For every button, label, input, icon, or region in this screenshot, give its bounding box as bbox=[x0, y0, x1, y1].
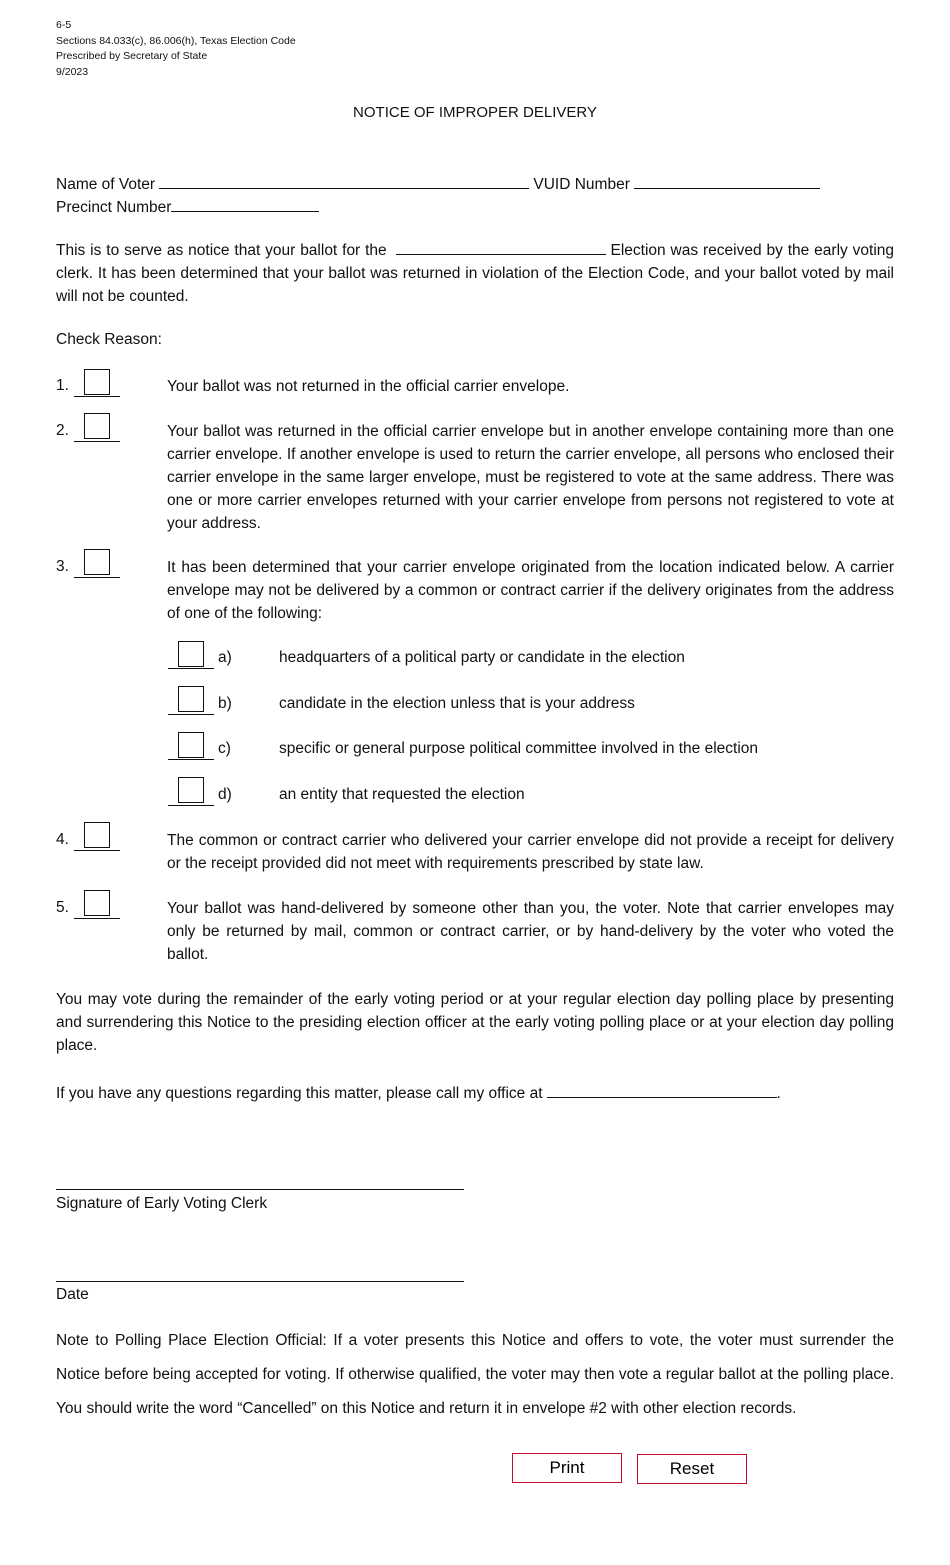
questions-row bbox=[56, 1081, 781, 1103]
reason-4-number: 4. bbox=[56, 831, 69, 848]
reason-3-text: It has been determined that your carrier envelope originated from the location indicated below. A carrier envelope may not be delivered by a common or contract carrier if the delivery originates from the address of one of the following: bbox=[167, 559, 894, 622]
sub-c-text: specific or general purpose political committee involved in the election bbox=[279, 740, 759, 757]
reason-4-checkbox-line bbox=[74, 850, 120, 851]
reason-1-checkbox[interactable] bbox=[84, 369, 110, 395]
reason-2-checkbox[interactable] bbox=[84, 413, 110, 439]
date-label: Date bbox=[56, 1286, 89, 1303]
sub-b-checkbox[interactable] bbox=[178, 686, 204, 712]
form-header bbox=[56, 18, 296, 80]
sub-d-letter: d) bbox=[218, 786, 232, 803]
reason-2-text: Your ballot was returned in the official carrier envelope but in another envelope containing more than one carrier envelope. If another envelope is used to return the carrier envelope, all persons who enclosed their carrier envelope in the same larger envelope, must be registered to vote at the same address. There was one or more carrier envelopes returned with your carrier envelope from persons not registered to vote at your address. bbox=[167, 423, 894, 532]
reason-5-text: Your ballot was hand-delivered by someone other than you, the voter. Note that carrier envelopes may only be returned by mail, common or contract carrier, or by hand-delivery by the voter who voted the ballot. bbox=[167, 900, 894, 963]
intro-paragraph bbox=[56, 238, 894, 308]
note-paragraph: Note to Polling Place Election Official: If a voter presents this Notice and offers to vote, the voter must surrender the Notice before being accepted for voting. If otherwise qualified, the voter may then vote a regular ballot at the polling place. You should write the word “Cancelled” on this Notice and return it in envelope #2 with other election records. bbox=[56, 1332, 894, 1417]
precinct-field[interactable] bbox=[171, 195, 319, 212]
questions-period: . bbox=[776, 1085, 781, 1102]
sub-c-letter: c) bbox=[218, 740, 231, 757]
sub-b-checkbox-line bbox=[168, 714, 214, 715]
sub-a-checkbox-line bbox=[168, 668, 214, 669]
check-reason-label: Check Reason: bbox=[56, 331, 162, 348]
reason-3-checkbox-line bbox=[74, 577, 120, 578]
sub-c-checkbox-line bbox=[168, 759, 214, 760]
name-of-voter-label: Name of Voter bbox=[56, 176, 156, 193]
sub-d-checkbox[interactable] bbox=[178, 777, 204, 803]
office-phone-field[interactable] bbox=[547, 1081, 777, 1098]
sub-c-checkbox[interactable] bbox=[178, 732, 204, 758]
sub-a-letter: a) bbox=[218, 649, 232, 666]
reason-5-checkbox-line bbox=[74, 918, 120, 919]
signature-label: Signature of Early Voting Clerk bbox=[56, 1195, 268, 1212]
reason-5-number: 5. bbox=[56, 899, 69, 916]
sub-a-checkbox[interactable] bbox=[178, 641, 204, 667]
intro-text-2: Election was received by the early voting clerk. It has been determined that your ballot was returned in violation of the Election Code, and your ballot voted by mail will not be counted. bbox=[56, 242, 895, 305]
page-title: NOTICE OF IMPROPER DELIVERY bbox=[353, 104, 597, 121]
intro-text-1: This is to serve as notice that your ballot for the bbox=[56, 242, 387, 259]
reason-1-text: Your ballot was not returned in the official carrier envelope. bbox=[167, 378, 570, 395]
precinct-row bbox=[56, 195, 319, 217]
questions-text: If you have any questions regarding this matter, please call my office at bbox=[56, 1085, 543, 1102]
reason-2-number: 2. bbox=[56, 422, 69, 439]
reason-4-checkbox[interactable] bbox=[84, 822, 110, 848]
form-date: 9/2023 bbox=[56, 65, 89, 78]
vuid-label: VUID Number bbox=[533, 176, 630, 193]
date-line[interactable] bbox=[56, 1281, 464, 1282]
name-of-voter-field[interactable] bbox=[159, 172, 529, 189]
reason-3-checkbox[interactable] bbox=[84, 549, 110, 575]
form-sections: Sections 84.033(c), 86.006(h), Texas Election Code bbox=[56, 34, 296, 47]
sub-a-text: headquarters of a political party or candidate in the election bbox=[279, 649, 685, 666]
reason-3-number: 3. bbox=[56, 558, 69, 575]
signature-line[interactable] bbox=[56, 1189, 464, 1190]
form-number: 6-5 bbox=[56, 19, 72, 31]
reason-2-checkbox-line bbox=[74, 441, 120, 442]
sub-d-text: an entity that requested the election bbox=[279, 786, 525, 803]
form-prescribed: Prescribed by Secretary of State bbox=[56, 50, 208, 62]
sub-b-letter: b) bbox=[218, 695, 232, 712]
reason-5-checkbox[interactable] bbox=[84, 890, 110, 916]
reset-button[interactable]: Reset bbox=[637, 1454, 747, 1484]
print-button[interactable]: Print bbox=[512, 1453, 622, 1483]
precinct-label: Precinct Number bbox=[56, 199, 172, 216]
sub-b-text: candidate in the election unless that is your address bbox=[279, 695, 635, 712]
sub-d-checkbox-line bbox=[168, 805, 214, 806]
reason-1-number: 1. bbox=[56, 377, 69, 394]
name-of-voter-row bbox=[56, 172, 820, 194]
reason-4-text: The common or contract carrier who delivered your carrier envelope did not provide a receipt for delivery or the receipt provided did not meet with requirements prescribed by state law. bbox=[167, 832, 894, 872]
vote-paragraph: You may vote during the remainder of the early voting period or at your regular election day polling place by presenting and surrendering this Notice to the presiding election officer at the early voting polling place or at your election day polling place. bbox=[56, 991, 894, 1054]
election-name-field[interactable] bbox=[396, 238, 606, 255]
reason-1-checkbox-line bbox=[74, 396, 120, 397]
vuid-field[interactable] bbox=[634, 172, 820, 189]
